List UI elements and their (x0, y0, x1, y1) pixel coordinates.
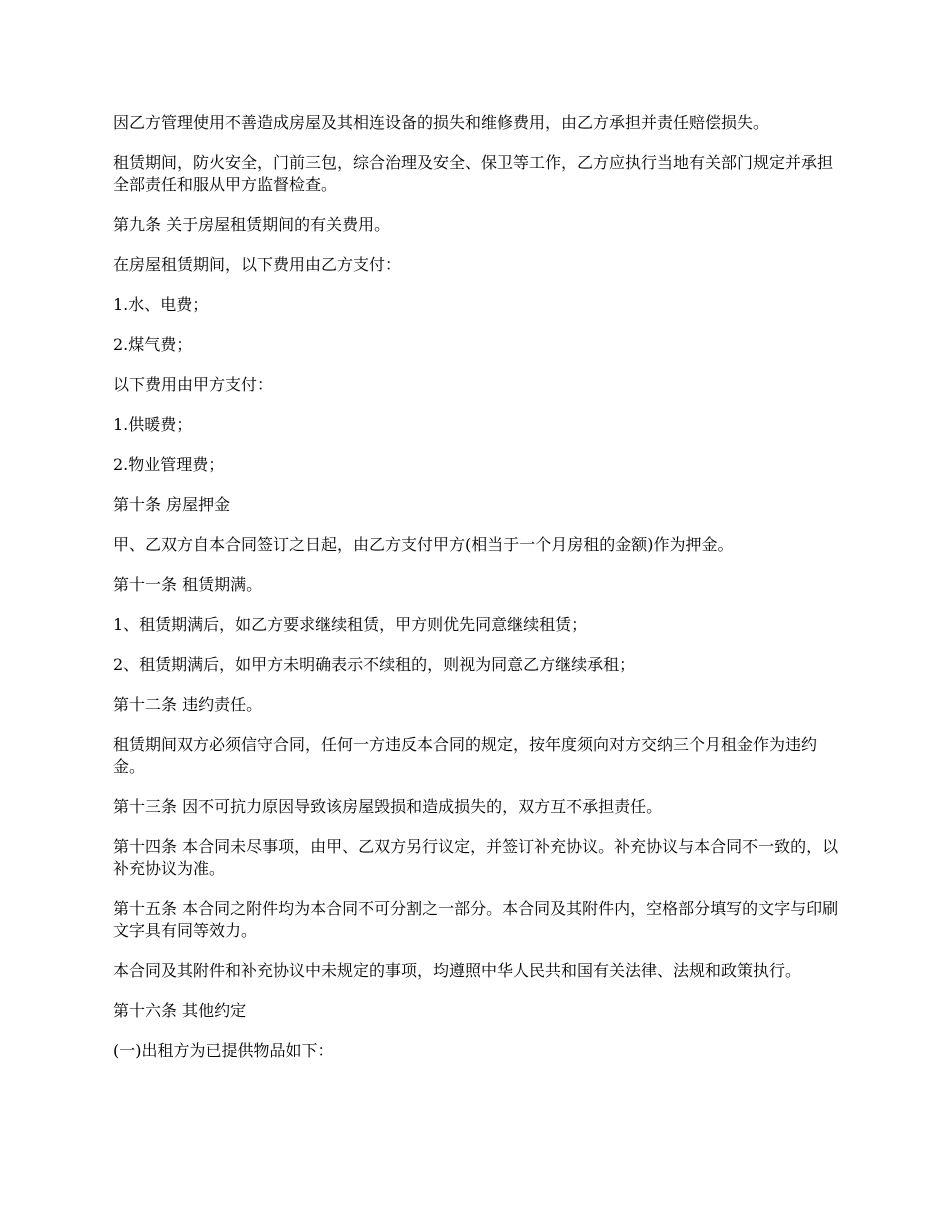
article-9-heading: 第九条 关于房屋租赁期间的有关费用。 (113, 215, 391, 234)
article-12-heading: 第十二条 违约责任。 (113, 695, 263, 714)
document-body (113, 112, 843, 1080)
article-13-force-majeure: 第十三条 因不可抗力原因导致该房屋毁损和造成损失的，双方互不承担责任。 (113, 797, 663, 816)
article-10-heading: 第十条 房屋押金 (113, 495, 231, 514)
article-11-heading: 第十一条 租赁期满。 (113, 575, 263, 594)
list-item-gas: 2.煤气费； (113, 335, 193, 354)
paragraph-provided-items: (一)出租方为已提供物品如下： (113, 1041, 334, 1060)
paragraph-governing-law: 本合同及其附件和补充协议中未规定的事项，均遵照中华人民共和国有关法律、法规和政策执行。 (113, 961, 802, 980)
list-item-renewal-priority: 1、租赁期满后，如乙方要求继续租赁，甲方则优先同意继续租赁； (113, 615, 588, 634)
paragraph-fire-safety: 租赁期间，防火安全，门前三包，综合治理及安全、保卫等工作，乙方应执行当地有关部门规定并承担全部责任和服从甲方监督检查。 (113, 153, 834, 194)
paragraph-damage-liability: 因乙方管理使用不善造成房屋及其相连设备的损失和维修费用，由乙方承担并责任赔偿损失。 (113, 113, 770, 132)
article-16-heading: 第十六条 其他约定 (113, 1001, 247, 1020)
paragraph-deposit: 甲、乙双方自本合同签订之日起，由乙方支付甲方(相当于一个月房租的金额)作为押金。 (113, 535, 734, 554)
list-item-property-management: 2.物业管理费； (113, 455, 225, 474)
paragraph-landlord-fees-intro: 以下费用由甲方支付： (113, 375, 274, 394)
list-item-heating: 1.供暖费； (113, 415, 193, 434)
list-item-renewal-implied: 2、租赁期满后，如甲方未明确表示不续租的，则视为同意乙方继续承租； (113, 655, 636, 674)
paragraph-tenant-fees-intro: 在房屋租赁期间，以下费用由乙方支付： (113, 255, 402, 274)
article-14-supplementary: 第十四条 本合同未尽事项，由甲、乙双方另行议定，并签订补充协议。补充协议与本合同不一致的，以补充协议为准。 (113, 837, 839, 878)
article-15-attachments: 第十五条 本合同之附件均为本合同不可分割之一部分。本合同及其附件内，空格部分填写的文字与印刷文字具有同等效力。 (113, 899, 839, 940)
list-item-water-electricity: 1.水、电费； (113, 295, 209, 314)
paragraph-breach-penalty: 租赁期间双方必须信守合同，任何一方违反本合同的规定，按年度须向对方交纳三个月租金作为违约金。 (113, 735, 818, 776)
